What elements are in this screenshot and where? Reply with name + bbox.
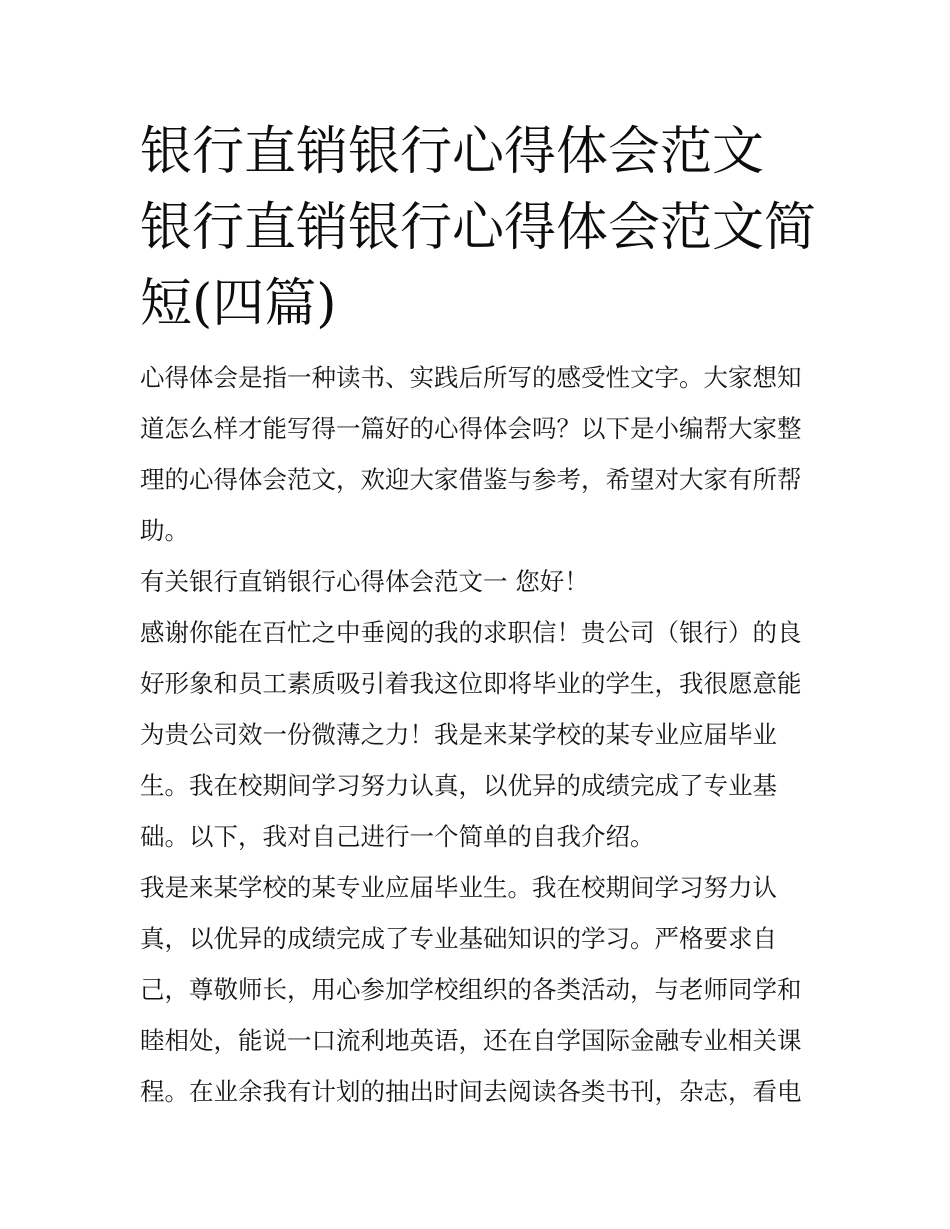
paragraph-heading-one: 有关银行直销银行心得体会范文一 您好！ bbox=[140, 567, 589, 596]
paragraph-intro: 心得体会是指一种读书、实践后所写的感受性文字。大家想知道怎么样才能写得一篇好的心得体会吗？以下是小编帮大家整理的心得体会范文，欢迎大家借鉴与参考，希望对大家有所帮助。 bbox=[140, 363, 802, 545]
document-body bbox=[140, 352, 820, 1117]
paragraph-self-introduction: 我是来某学校的某专业应届毕业生。我在校期间学习努力认真，以优异的成绩完成了专业基础知识的学习。严格要求自己，尊敬师长，用心参加学校组织的各类活动，与老师同学和睦相处，能说一口流利地英语，还在自学国际金融专业相关课程。在业余我有计划的抽出时间去阅读各类书刊，杂志，看电 bbox=[140, 873, 802, 1106]
paragraph-letter-opening: 感谢你能在百忙之中垂阅的我的求职信！贵公司（银行）的良好形象和员工素质吸引着我这位即将毕业的学生，我很愿意能为贵公司效一份微薄之力！我是来某学校的某专业应届毕业生。我在校期间学习努力认真，以优异的成绩完成了专业基础。以下，我对自己进行一个简单的自我介绍。 bbox=[140, 618, 802, 851]
document-title: 银行直销银行心得体会范文 银行直销银行心得体会范文简短(四篇) bbox=[140, 122, 817, 334]
